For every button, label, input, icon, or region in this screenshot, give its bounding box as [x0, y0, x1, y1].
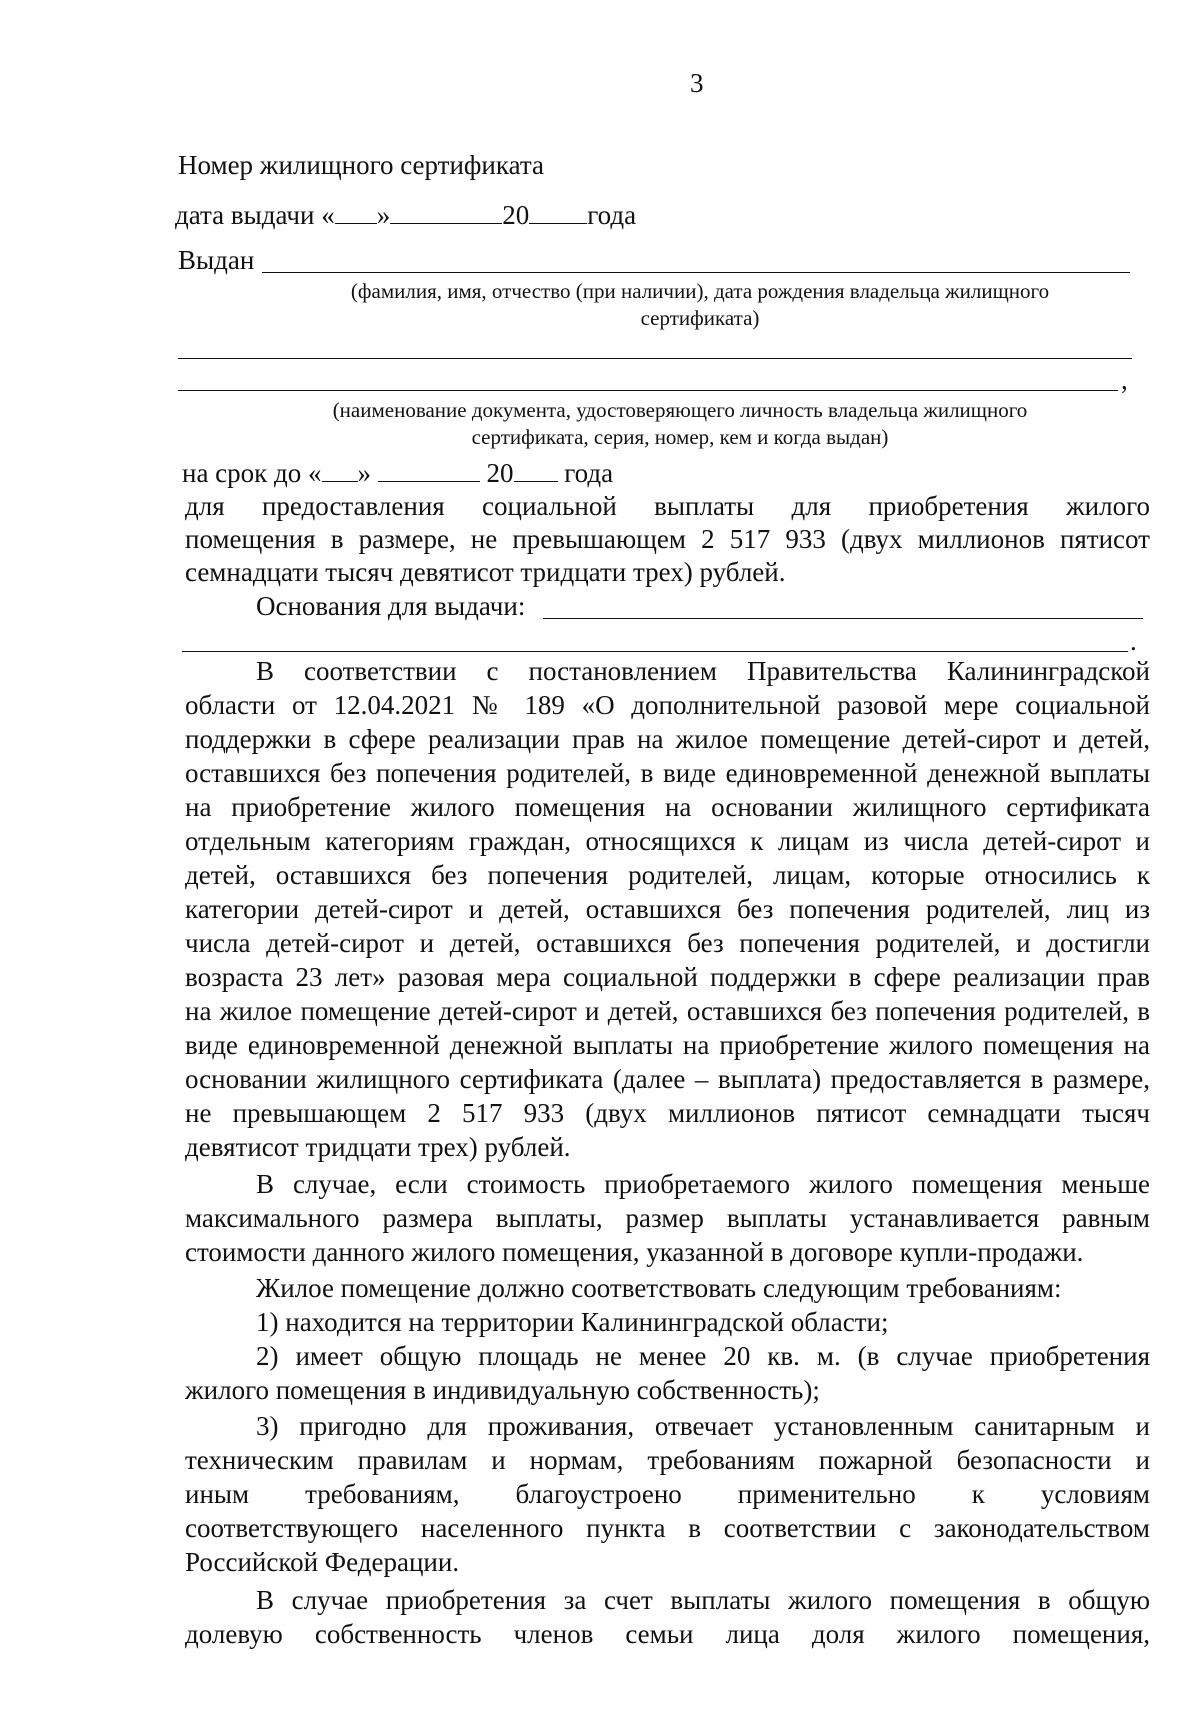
paragraph-line: категории детей-сирот и детей, оставшихся без попечения родителей, лиц из [185, 894, 1150, 924]
paragraph-line: стоимости данного жилого помещения, указанной в договоре купли-продажи. [185, 1237, 1084, 1267]
issue-date-line [175, 200, 636, 231]
issue-day-blank [335, 201, 377, 224]
term-day-blank [322, 459, 358, 482]
period: . [1130, 626, 1137, 656]
paragraph-line: основании жилищного сертификата (далее – выплата) предоставляется в размере, [185, 1064, 1150, 1094]
requirements-intro: Жилое помещение должно соответствовать следующим требованиям: [256, 1273, 1062, 1303]
term-year-prefix: 20 [486, 458, 514, 488]
requirement-3-line: соответствующего населенного пункта в соответствии с законодательством [185, 1513, 1150, 1543]
issue-date-quote: » [376, 200, 391, 230]
requirement-1: 1) находится на территории Калининградской области; [256, 1307, 889, 1337]
paragraph-line: области от 12.04.2021 № 189 «О дополнительной разовой мере социальной [185, 690, 1150, 720]
paragraph-line: оставшихся без попечения родителей, в виде единовременной денежной выплаты [185, 758, 1150, 788]
paragraph-line: долевую собственность членов семьи лица доля жилого помещения, [185, 1619, 1150, 1649]
paragraph-line: максимального размера выплаты, размер выплаты устанавливается равным [185, 1203, 1150, 1233]
issue-date-suffix: года [587, 200, 637, 230]
cert-number-label: Номер жилищного сертификата [178, 150, 544, 180]
grounds-line-2 [182, 651, 1128, 652]
issue-date-label: дата выдачи « [175, 200, 335, 230]
term-year-blank [514, 459, 558, 482]
term-quote: » [357, 458, 372, 488]
paragraph-line: В соответствии с постановлением Правительства Калининградской [256, 656, 1150, 686]
paragraph-line: девятисот тридцати трех) рублей. [185, 1132, 571, 1162]
term-line [182, 458, 613, 489]
requirement-2-line: жилого помещения в индивидуальную собственность); [185, 1375, 820, 1405]
requirement-3-line: техническим правилам и нормам, требованиям пожарной безопасности и [185, 1445, 1150, 1475]
blank-line-1 [178, 358, 1132, 359]
paragraph-line: поддержки в сфере реализации прав на жилое помещение детей-сирот и детей, [185, 724, 1150, 754]
issued-to-line [262, 272, 1130, 273]
term-label: на срок до « [182, 458, 322, 488]
blank-line-2 [178, 390, 1118, 391]
purpose-line: помещения в размере, не превышающем 2 517 933 (двух миллионов пятисот [185, 524, 1150, 554]
paragraph-line: отдельным категориям граждан, относящихся к лицам из числа детей-сирот и [185, 826, 1150, 856]
issued-caption-line1: (фамилия, имя, отчество (при наличии), дата рождения владельца жилищного [350, 279, 1050, 303]
term-month-blank [378, 459, 480, 482]
issue-month-blank [390, 201, 502, 224]
purpose-line: для предоставления социальной выплаты для приобретения жилого [185, 491, 1150, 521]
paragraph-line: В случае приобретения за счет выплаты жилого помещения в общую [256, 1585, 1150, 1615]
issue-year-prefix: 20 [502, 200, 530, 230]
doc-caption-line1: (наименование документа, удостоверяющего личность владельца жилищного [332, 398, 1028, 422]
requirement-3-line: иным требованиям, благоустроено применительно к условиям [185, 1479, 1150, 1509]
requirement-2-line: 2) имеет общую площадь не менее 20 кв. м. (в случае приобретения [256, 1341, 1150, 1371]
paragraph-line: на жилое помещение детей-сирот и детей, оставшихся без попечения родителей, в [185, 996, 1150, 1026]
doc-caption-line2: сертификата, серия, номер, кем и когда выдан) [471, 425, 889, 449]
paragraph-line: числа детей-сирот и детей, оставшихся без попечения родителей, и достигли [185, 928, 1150, 958]
paragraph-line: виде единовременной денежной выплаты на приобретение жилого помещения на [185, 1030, 1150, 1060]
paragraph-line: В случае, если стоимость приобретаемого жилого помещения меньше [256, 1169, 1150, 1199]
paragraph-line: не превышающем 2 517 933 (двух миллионов пятисот семнадцати тысяч [185, 1098, 1150, 1128]
grounds-line-1 [543, 618, 1143, 619]
term-suffix: года [564, 458, 614, 488]
requirement-3-line: Российской Федерации. [185, 1547, 460, 1577]
issue-year-blank [529, 201, 587, 224]
issued-label: Выдан [178, 245, 255, 275]
grounds-label: Основания для выдачи: [256, 591, 526, 621]
issued-caption-line2: сертификата) [640, 306, 760, 330]
paragraph-line: на приобретение жилого помещения на основании жилищного сертификата [185, 792, 1150, 822]
requirement-3-line: 3) пригодно для проживания, отвечает установленным санитарным и [256, 1411, 1150, 1441]
paragraph-line: детей, оставшихся без попечения родителей, лицам, которые относились к [185, 860, 1150, 890]
purpose-line: семнадцати тысяч девятисот тридцати трех) рублей. [185, 557, 786, 587]
page-number: 3 [690, 68, 704, 98]
paragraph-line: возраста 23 лет» разовая мера социальной поддержки в сфере реализации прав [185, 962, 1150, 992]
comma: , [1121, 365, 1128, 395]
